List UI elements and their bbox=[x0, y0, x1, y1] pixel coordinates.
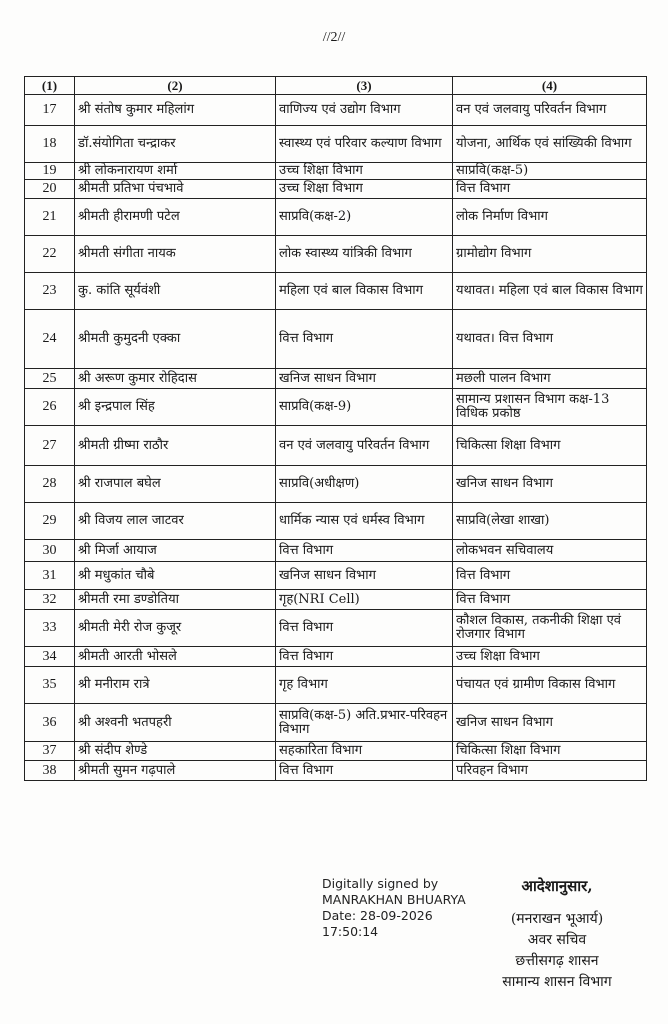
row-employee-name: श्रीमती हीरामणी पटेल bbox=[75, 199, 276, 236]
row-employee-name: श्रीमती संगीता नायक bbox=[75, 236, 276, 273]
row-employee-name: श्री संदीप शेण्डे bbox=[75, 742, 276, 761]
row-new-department: चिकित्सा शिक्षा विभाग bbox=[453, 426, 647, 466]
col-header-sno: (1) bbox=[25, 77, 75, 95]
row-sno: 30 bbox=[25, 540, 75, 562]
row-sno: 20 bbox=[25, 180, 75, 199]
row-employee-name: श्री मिर्जा आयाज bbox=[75, 540, 276, 562]
row-sno: 33 bbox=[25, 610, 75, 647]
row-employee-name: श्रीमती मेरी रोज कुजूर bbox=[75, 610, 276, 647]
signature-signer: MANRAKHAN BHUARYA bbox=[322, 892, 466, 907]
table-row bbox=[25, 95, 647, 126]
table-header-row bbox=[25, 77, 647, 95]
row-current-department: वित्त विभाग bbox=[276, 310, 453, 369]
row-new-department: खनिज साधन विभाग bbox=[453, 704, 647, 742]
signatory-government: छत्तीसगढ़ शासन bbox=[515, 953, 599, 969]
row-current-department: वित्त विभाग bbox=[276, 540, 453, 562]
row-sno: 25 bbox=[25, 369, 75, 389]
row-sno: 28 bbox=[25, 466, 75, 503]
row-employee-name: श्री संतोष कुमार महिलांग bbox=[75, 95, 276, 126]
row-current-department: गृह(NRI Cell) bbox=[276, 590, 453, 610]
table-row bbox=[25, 562, 647, 590]
row-employee-name: श्रीमती कुमुदनी एक्का bbox=[75, 310, 276, 369]
table-row bbox=[25, 126, 647, 163]
signatory-name: (मनराखन भूआर्य) bbox=[510, 911, 604, 927]
row-new-department: चिकित्सा शिक्षा विभाग bbox=[453, 742, 647, 761]
row-sno: 35 bbox=[25, 667, 75, 704]
signatory-department: सामान्य शासन विभाग bbox=[502, 974, 612, 990]
row-employee-name: श्रीमती प्रतिभा पंचभावे bbox=[75, 180, 276, 199]
table-row bbox=[25, 761, 647, 781]
table-row bbox=[25, 704, 647, 742]
row-employee-name: श्री मनीराम रात्रे bbox=[75, 667, 276, 704]
table-row bbox=[25, 389, 647, 426]
col-header-new-dept: (4) bbox=[453, 77, 647, 95]
row-sno: 37 bbox=[25, 742, 75, 761]
table-row bbox=[25, 610, 647, 647]
row-sno: 19 bbox=[25, 163, 75, 180]
row-new-department: यथावत। वित्त विभाग bbox=[453, 310, 647, 369]
row-current-department: खनिज साधन विभाग bbox=[276, 562, 453, 590]
row-sno: 26 bbox=[25, 389, 75, 426]
row-sno: 38 bbox=[25, 761, 75, 781]
table-row bbox=[25, 180, 647, 199]
row-new-department: यथावत। महिला एवं बाल विकास विभाग bbox=[453, 273, 647, 310]
row-new-department: योजना, आर्थिक एवं सांख्यिकी विभाग bbox=[453, 126, 647, 163]
row-employee-name: श्रीमती ग्रीष्मा राठौर bbox=[75, 426, 276, 466]
row-sno: 31 bbox=[25, 562, 75, 590]
row-new-department: खनिज साधन विभाग bbox=[453, 466, 647, 503]
digital-signature bbox=[322, 876, 466, 940]
row-new-department: साप्रवि(लेखा शाखा) bbox=[453, 503, 647, 540]
table-row bbox=[25, 742, 647, 761]
row-employee-name: श्रीमती आरती भोसले bbox=[75, 647, 276, 667]
row-current-department: साप्रवि(कक्ष-9) bbox=[276, 389, 453, 426]
row-sno: 18 bbox=[25, 126, 75, 163]
row-current-department: साप्रवि(अधीक्षण) bbox=[276, 466, 453, 503]
row-sno: 17 bbox=[25, 95, 75, 126]
table-row bbox=[25, 310, 647, 369]
page-number: //2// bbox=[322, 30, 346, 45]
row-current-department: उच्च शिक्षा विभाग bbox=[276, 180, 453, 199]
row-sno: 24 bbox=[25, 310, 75, 369]
order-heading: आदेशानुसार, bbox=[521, 877, 593, 895]
row-new-department: वन एवं जलवायु परिवर्तन विभाग bbox=[453, 95, 647, 126]
row-current-department: वित्त विभाग bbox=[276, 761, 453, 781]
row-new-department: ग्रामोद्योग विभाग bbox=[453, 236, 647, 273]
table-row bbox=[25, 647, 647, 667]
row-new-department: परिवहन विभाग bbox=[453, 761, 647, 781]
row-current-department: खनिज साधन विभाग bbox=[276, 369, 453, 389]
signatory-designation: अवर सचिव bbox=[527, 932, 587, 948]
row-new-department: उच्च शिक्षा विभाग bbox=[453, 647, 647, 667]
row-new-department: साप्रवि(कक्ष-5) bbox=[453, 163, 647, 180]
row-sno: 21 bbox=[25, 199, 75, 236]
row-sno: 23 bbox=[25, 273, 75, 310]
transfer-table bbox=[24, 76, 647, 781]
table-row bbox=[25, 369, 647, 389]
row-employee-name: श्रीमती सुमन गढ़पाले bbox=[75, 761, 276, 781]
row-current-department: वित्त विभाग bbox=[276, 610, 453, 647]
table-row bbox=[25, 503, 647, 540]
row-current-department: गृह विभाग bbox=[276, 667, 453, 704]
row-current-department: सहकारिता विभाग bbox=[276, 742, 453, 761]
row-sno: 36 bbox=[25, 704, 75, 742]
row-new-department: लोक निर्माण विभाग bbox=[453, 199, 647, 236]
table-row bbox=[25, 236, 647, 273]
row-current-department: वन एवं जलवायु परिवर्तन विभाग bbox=[276, 426, 453, 466]
row-new-department: वित्त विभाग bbox=[453, 590, 647, 610]
row-sno: 27 bbox=[25, 426, 75, 466]
row-employee-name: श्रीमती रमा डण्डोतिया bbox=[75, 590, 276, 610]
order-signature-block bbox=[472, 876, 642, 993]
row-employee-name: श्री राजपाल बघेल bbox=[75, 466, 276, 503]
row-employee-name: श्री मधुकांत चौबे bbox=[75, 562, 276, 590]
table-row bbox=[25, 273, 647, 310]
row-employee-name: श्री इन्द्रपाल सिंह bbox=[75, 389, 276, 426]
row-employee-name: श्री विजय लाल जाटवर bbox=[75, 503, 276, 540]
row-new-department: कौशल विकास, तकनीकी शिक्षा एवं रोजगार विभाग bbox=[453, 610, 647, 647]
table-row bbox=[25, 199, 647, 236]
table-row bbox=[25, 426, 647, 466]
row-employee-name: डॉ.संयोगिता चन्द्राकर bbox=[75, 126, 276, 163]
row-current-department: स्वास्थ्य एवं परिवार कल्याण विभाग bbox=[276, 126, 453, 163]
col-header-current-dept: (3) bbox=[276, 77, 453, 95]
row-new-department: पंचायत एवं ग्रामीण विकास विभाग bbox=[453, 667, 647, 704]
table-row bbox=[25, 163, 647, 180]
row-current-department: वाणिज्य एवं उद्योग विभाग bbox=[276, 95, 453, 126]
row-sno: 22 bbox=[25, 236, 75, 273]
table-row bbox=[25, 540, 647, 562]
row-employee-name: श्री लोकनारायण शर्मा bbox=[75, 163, 276, 180]
row-sno: 32 bbox=[25, 590, 75, 610]
row-current-department: महिला एवं बाल विकास विभाग bbox=[276, 273, 453, 310]
signature-line: Digitally signed by bbox=[322, 876, 439, 891]
row-new-department: सामान्य प्रशासन विभाग कक्ष-13 विधिक प्रकोष्ठ bbox=[453, 389, 647, 426]
row-current-department: साप्रवि(कक्ष-5) अति.प्रभार-परिवहन विभाग bbox=[276, 704, 453, 742]
row-current-department: साप्रवि(कक्ष-2) bbox=[276, 199, 453, 236]
row-current-department: लोक स्वास्थ्य यांत्रिकी विभाग bbox=[276, 236, 453, 273]
table-row bbox=[25, 590, 647, 610]
col-header-name: (2) bbox=[75, 77, 276, 95]
row-current-department: वित्त विभाग bbox=[276, 647, 453, 667]
signature-date: Date: 28-09-2026 bbox=[322, 908, 433, 923]
table-row bbox=[25, 466, 647, 503]
row-employee-name: श्री अरूण कुमार रोहिदास bbox=[75, 369, 276, 389]
row-new-department: लोकभवन सचिवालय bbox=[453, 540, 647, 562]
table-row bbox=[25, 667, 647, 704]
row-new-department: वित्त विभाग bbox=[453, 562, 647, 590]
row-current-department: धार्मिक न्यास एवं धर्मस्व विभाग bbox=[276, 503, 453, 540]
row-sno: 34 bbox=[25, 647, 75, 667]
row-current-department: उच्च शिक्षा विभाग bbox=[276, 163, 453, 180]
signature-time: 17:50:14 bbox=[322, 924, 379, 939]
row-employee-name: कु. कांति सूर्यवंशी bbox=[75, 273, 276, 310]
row-sno: 29 bbox=[25, 503, 75, 540]
row-new-department: वित्त विभाग bbox=[453, 180, 647, 199]
row-employee-name: श्री अश्वनी भतपहरी bbox=[75, 704, 276, 742]
row-new-department: मछली पालन विभाग bbox=[453, 369, 647, 389]
